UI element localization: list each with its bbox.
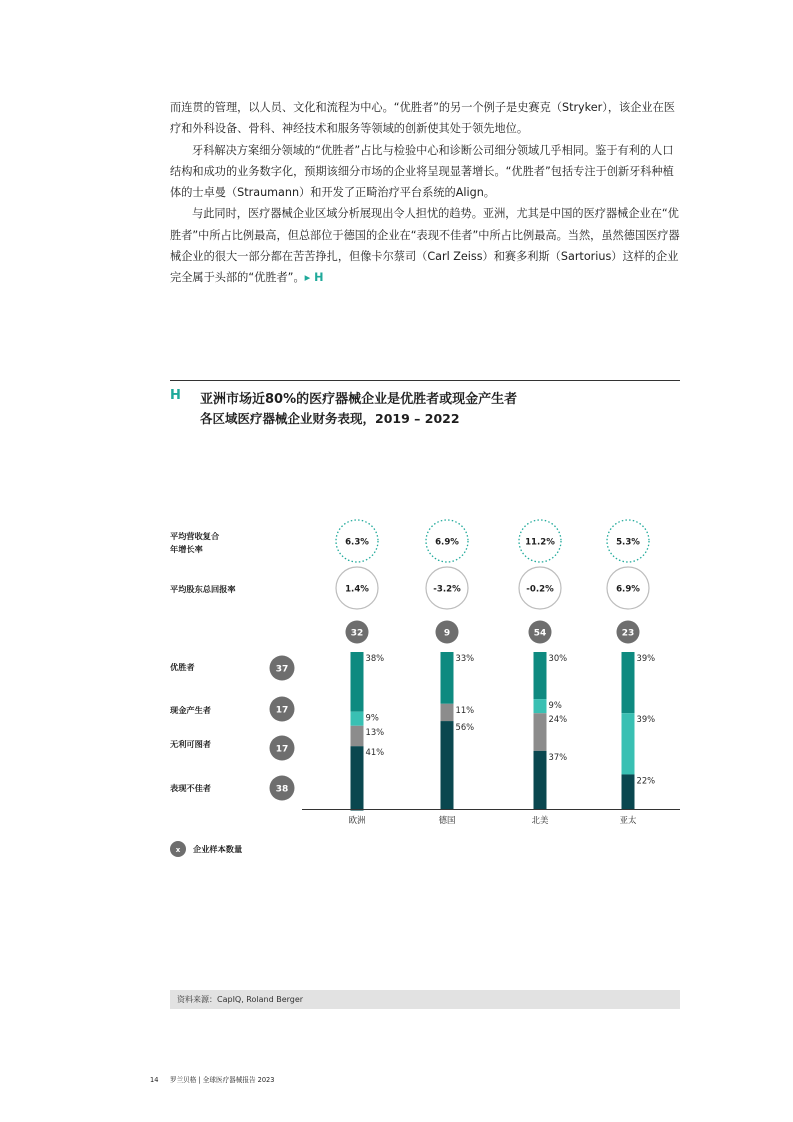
footer-text: 罗兰贝格 | 全球医疗器械报告 2023 [170,1076,275,1084]
figure-reference-link[interactable]: ▸ H [304,271,324,285]
source-bar [170,990,680,1009]
series-total-value: 17 [275,705,289,716]
category-label: 北美 [531,815,549,825]
legend-label-cash-generators: 现金产生者 [170,705,211,715]
category-label: 亚太 [619,815,637,825]
bar-segment [351,726,364,746]
page-footer [150,1074,274,1084]
bar-segment [351,652,364,712]
metric-value-tsr: 6.9% [616,584,640,595]
legend-sample-marker-text: x [175,846,181,854]
bar-value-label: 39% [636,714,656,725]
bar-value-label: 24% [548,714,568,725]
series-total-value: 38 [275,784,289,795]
bar-segment [534,699,547,713]
bar-segment [534,652,547,699]
metric-label-revenue-cagr-line-2: 年增长率 [170,544,203,554]
metric-value-revenue-cagr: 11.2% [525,537,555,548]
regional-performance-chart [0,500,793,870]
series-total-value: 17 [275,744,289,755]
source-text: 资料来源：CapIQ, Roland Berger [177,995,304,1004]
bar-value-label: 33% [455,653,475,663]
sample-count-value: 23 [621,628,635,639]
figure-letter: H [170,388,181,403]
paragraph-2: 牙科解决方案细分领域的“优胜者”占比与检验中心和诊断公司细分领域几乎相同。鉴于有利的人口结构和成功的业务数字化，预期该细分市场的企业将呈现显著增长。“优胜者”包括专注于创新牙科种植体的士卓曼（Straumann）和开发了正畸治疗平台系统的Align。 [170,143,674,200]
bar-value-label: 22% [636,775,656,786]
legend-sample-text: 企业样本数量 [193,844,243,854]
bar-segment [622,713,635,774]
page-number: 14 [150,1076,159,1084]
metric-value-revenue-cagr: 6.3% [345,537,369,548]
sample-count-value: 54 [533,628,547,639]
sample-count-value: 32 [350,628,364,639]
bar-segment [441,704,454,721]
metric-label-tsr: 平均股东总回报率 [170,584,236,594]
metric-value-tsr: -3.2% [433,584,461,595]
bar-value-label: 9% [365,712,379,723]
bar-segment [441,652,454,704]
bar-segment [534,713,547,751]
bar-value-label: 37% [548,751,568,762]
metric-value-tsr: -0.2% [526,584,554,595]
legend-label-underperformers: 表现不佳者 [170,783,211,793]
bar-segment [534,751,547,809]
bar-value-label: 30% [548,653,568,663]
bar-segment [622,774,635,809]
bar-value-label: 56% [455,722,475,733]
paragraph-3-text: 与此同时，医疗器械企业区域分析展现出令人担忧的趋势。亚洲，尤其是中国的医疗器械企业在“优胜者”中所占比例最高，但总部位于德国的企业在“表现不佳者”中所占比例最高。当然，虽然德国医疗器械企业的很大一部分都在苦苦挣扎，但像卡尔蔡司（Carl Zeiss）和赛多利斯（Sartorius）这样的企业完全属于头部的“优胜者”。 [170,207,680,285]
bar-value-label: 9% [548,700,562,711]
bar-value-label: 39% [636,653,656,663]
paragraph-3 [170,203,682,288]
figure-subtitle: 各区域医疗器械企业财务表现，2019 – 2022 [200,411,460,426]
bar-value-label: 11% [455,704,475,715]
sample-count-value: 9 [443,628,451,639]
bar-value-label: 41% [365,747,385,758]
series-total-value: 37 [275,664,289,675]
paragraph-1: 而连贯的管理，以人员、文化和流程为中心。“优胜者”的另一个例子是史赛克（Stryker），该企业在医疗和外科设备、骨科、神经技术和服务等领域的创新使其处于领先地位。 [170,101,675,136]
figure-title: 亚洲市场近80%的医疗器械企业是优胜者或现金产生者 [200,392,518,407]
bar-segment [351,712,364,726]
bar-value-label: 38% [365,653,385,663]
category-label: 德国 [438,815,456,825]
body-text [170,97,682,289]
bar-segment [622,652,635,713]
figure-top-rule [170,380,680,381]
bar-segment [351,746,364,810]
bar-value-label: 13% [365,726,385,737]
category-label: 欧洲 [348,815,366,825]
metric-label-revenue-cagr-line-1: 平均营收复合 [170,531,220,541]
metric-value-revenue-cagr: 6.9% [435,537,459,548]
metric-value-revenue-cagr: 5.3% [616,537,640,548]
metric-value-tsr: 1.4% [345,584,369,595]
legend-label-unprofitable: 无利可图者 [170,739,211,749]
bar-segment [441,721,454,809]
legend-label-winners: 优胜者 [170,662,195,672]
